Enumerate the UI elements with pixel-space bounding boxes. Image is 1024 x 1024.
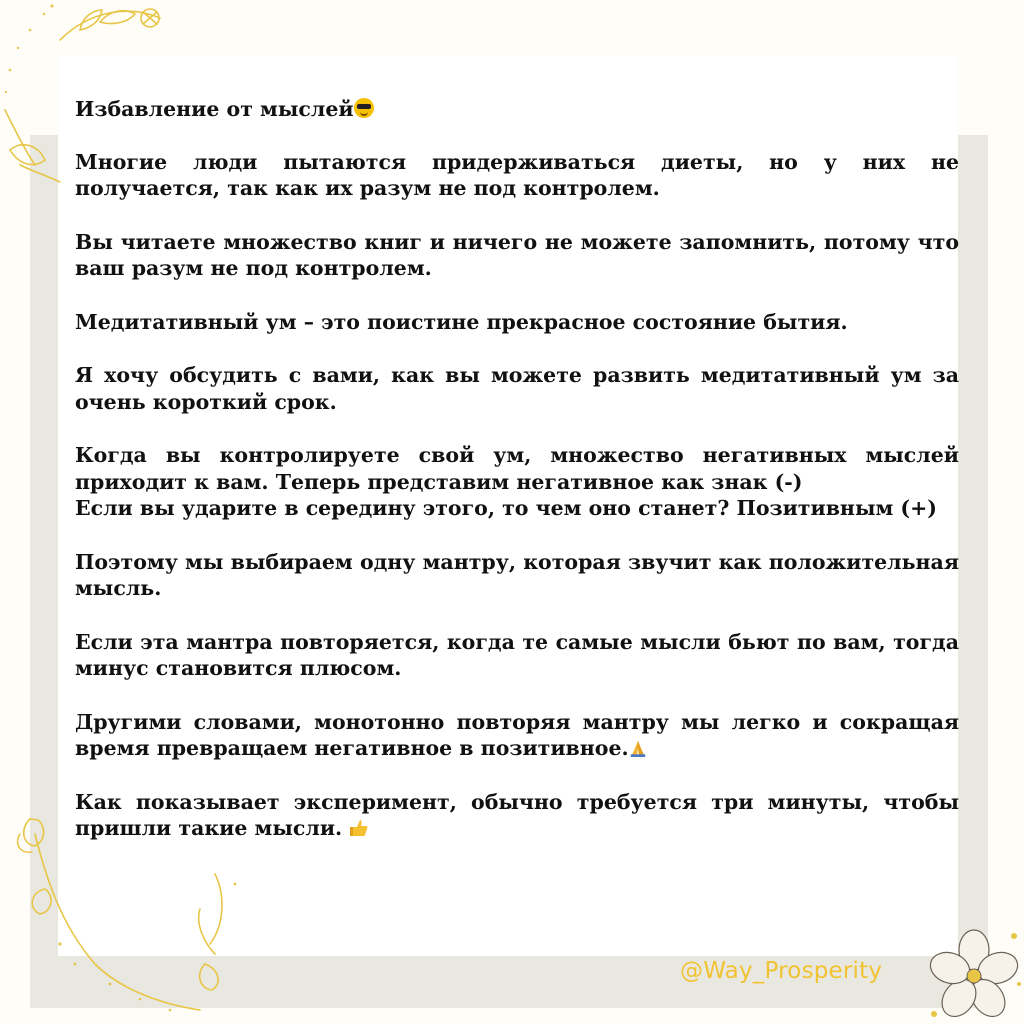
paragraph: Медитативный ум – это поистине прекрасное состояние бытия.	[75, 309, 848, 334]
paragraph: Поэтому мы выбираем одну мантру, которая звучит как положительная мысль.	[75, 549, 959, 600]
folded-hands-icon	[629, 739, 647, 757]
author-handle: @Way_Prosperity	[680, 958, 883, 984]
paragraph-text: Другими словами, монотонно повторяя мантру мы легко и сокращая время превращаем негативное в позитивное.	[75, 709, 959, 760]
paragraph: Многие люди пытаются придерживаться диеты, но у них не получается, так как их разум не под контролем.	[75, 149, 959, 200]
smiling-face-with-sunglasses-icon	[354, 98, 374, 118]
paragraph-with-icon	[75, 709, 959, 762]
paragraph-with-icon	[75, 789, 959, 842]
paragraph: Я хочу обсудить с вами, как вы можете развить медитативный ум за очень короткий срок.	[75, 363, 959, 414]
post-title-text: Избавление от мыслей	[75, 97, 354, 121]
paragraph: Если вы ударите в середину этого, то чем оно станет? Позитивным (+)	[75, 496, 938, 520]
post-title	[75, 96, 959, 123]
post-text	[75, 96, 959, 869]
paragraph-text: Как показывает эксперимент, обычно требуется три минуты, чтобы пришли такие мысли.	[75, 789, 959, 840]
flower-decoration-bottom-right	[924, 924, 1024, 1024]
paragraph: Вы читаете множество книг и ничего не можете запомнить, потому что ваш разум не под контролем.	[75, 229, 959, 280]
paragraph: Если эта мантра повторяется, когда те самые мысли бьют по вам, тогда минус становится плюсом.	[75, 629, 959, 680]
thumbs-up-icon	[349, 818, 369, 838]
paragraph: Когда вы контролируете свой ум, множество негативных мыслей приходит к вам. Теперь представим негативное как знак (-)	[75, 443, 959, 494]
